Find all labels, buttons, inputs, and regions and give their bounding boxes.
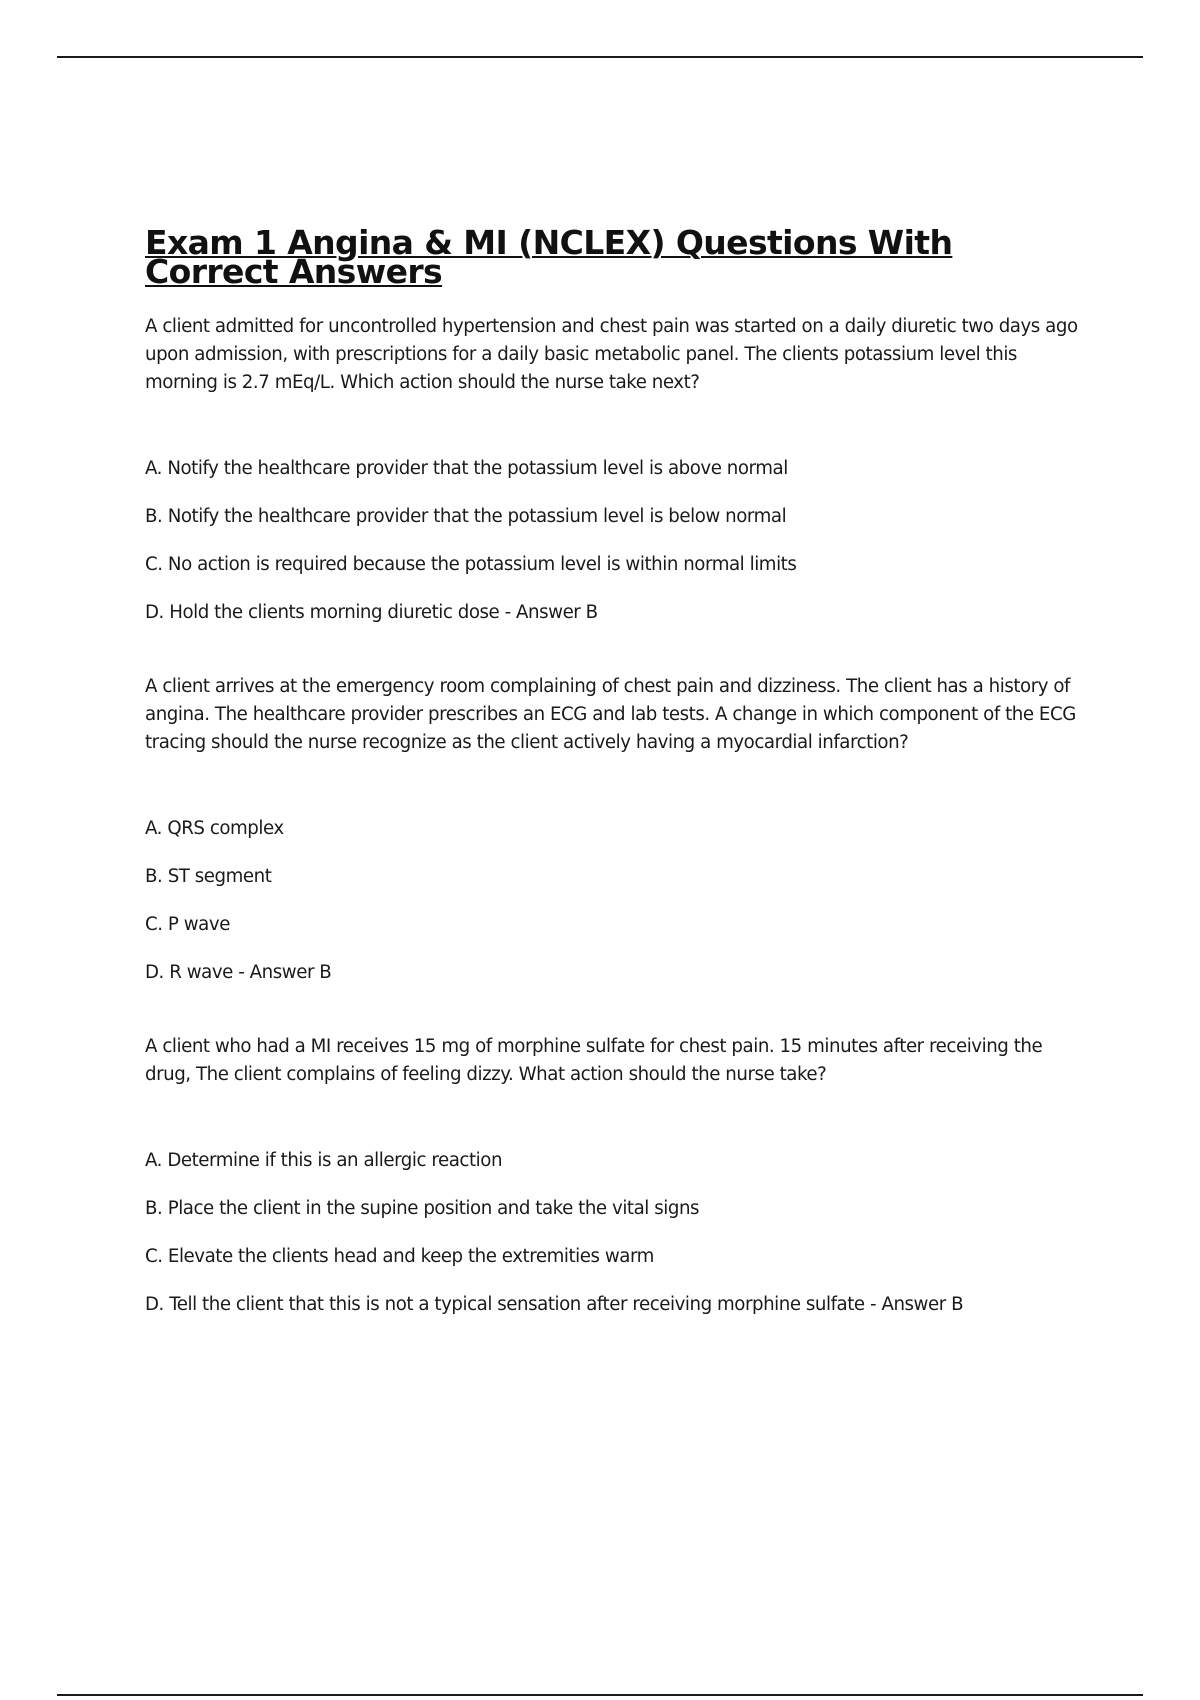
question-stem: A client admitted for uncontrolled hypertension and chest pain was started on a daily diuretic two days ago upon admission, with prescriptions for a daily basic metabolic panel. The clients potassium level this morning is 2.7 mEq/L. Which action should the nurse take next? (145, 316, 1078, 393)
answer-option: A. Notify the healthcare provider that the potassium level is above normal (145, 458, 788, 479)
answer-options (145, 815, 1085, 987)
answer-option: B. ST segment (145, 866, 272, 887)
answer-option: A. QRS complex (145, 818, 284, 839)
footer-rule (57, 1694, 1143, 1696)
document-body (145, 223, 1085, 1365)
question-stem: A client who had a MI receives 15 mg of morphine sulfate for chest pain. 15 minutes after receiving the drug, The client complains of feeling dizzy. What action should the nurse take? (145, 1036, 1043, 1085)
answer-option: B. Notify the healthcare provider that the potassium level is below normal (145, 506, 787, 527)
answer-option: C. P wave (145, 914, 230, 935)
question-stem: A client arrives at the emergency room complaining of chest pain and dizziness. The client has a history of angina. The healthcare provider prescribes an ECG and lab tests. A change in which component of the ECG tracing should the nurse recognize as the client actively having a myocardial infarction? (145, 676, 1076, 753)
answer-option: C. Elevate the clients head and keep the extremities warm (145, 1246, 654, 1267)
answer-option: D. Tell the client that this is not a typical sensation after receiving morphine sulfate - Answer B (145, 1294, 964, 1315)
answer-options (145, 455, 1085, 627)
answer-option: C. No action is required because the potassium level is within normal limits (145, 554, 797, 575)
answer-options (145, 1147, 1085, 1319)
question-2 (145, 673, 1085, 987)
question-1 (145, 313, 1085, 627)
document-title: Exam 1 Angina & MI (NCLEX) Questions With Correct Answers (145, 223, 953, 291)
answer-option: B. Place the client in the supine position and take the vital signs (145, 1198, 700, 1219)
answer-option: D. R wave - Answer B (145, 962, 332, 983)
answer-option: A. Determine if this is an allergic reaction (145, 1150, 503, 1171)
question-3 (145, 1033, 1085, 1319)
header-rule (57, 56, 1143, 58)
answer-option: D. Hold the clients morning diuretic dose - Answer B (145, 602, 598, 623)
